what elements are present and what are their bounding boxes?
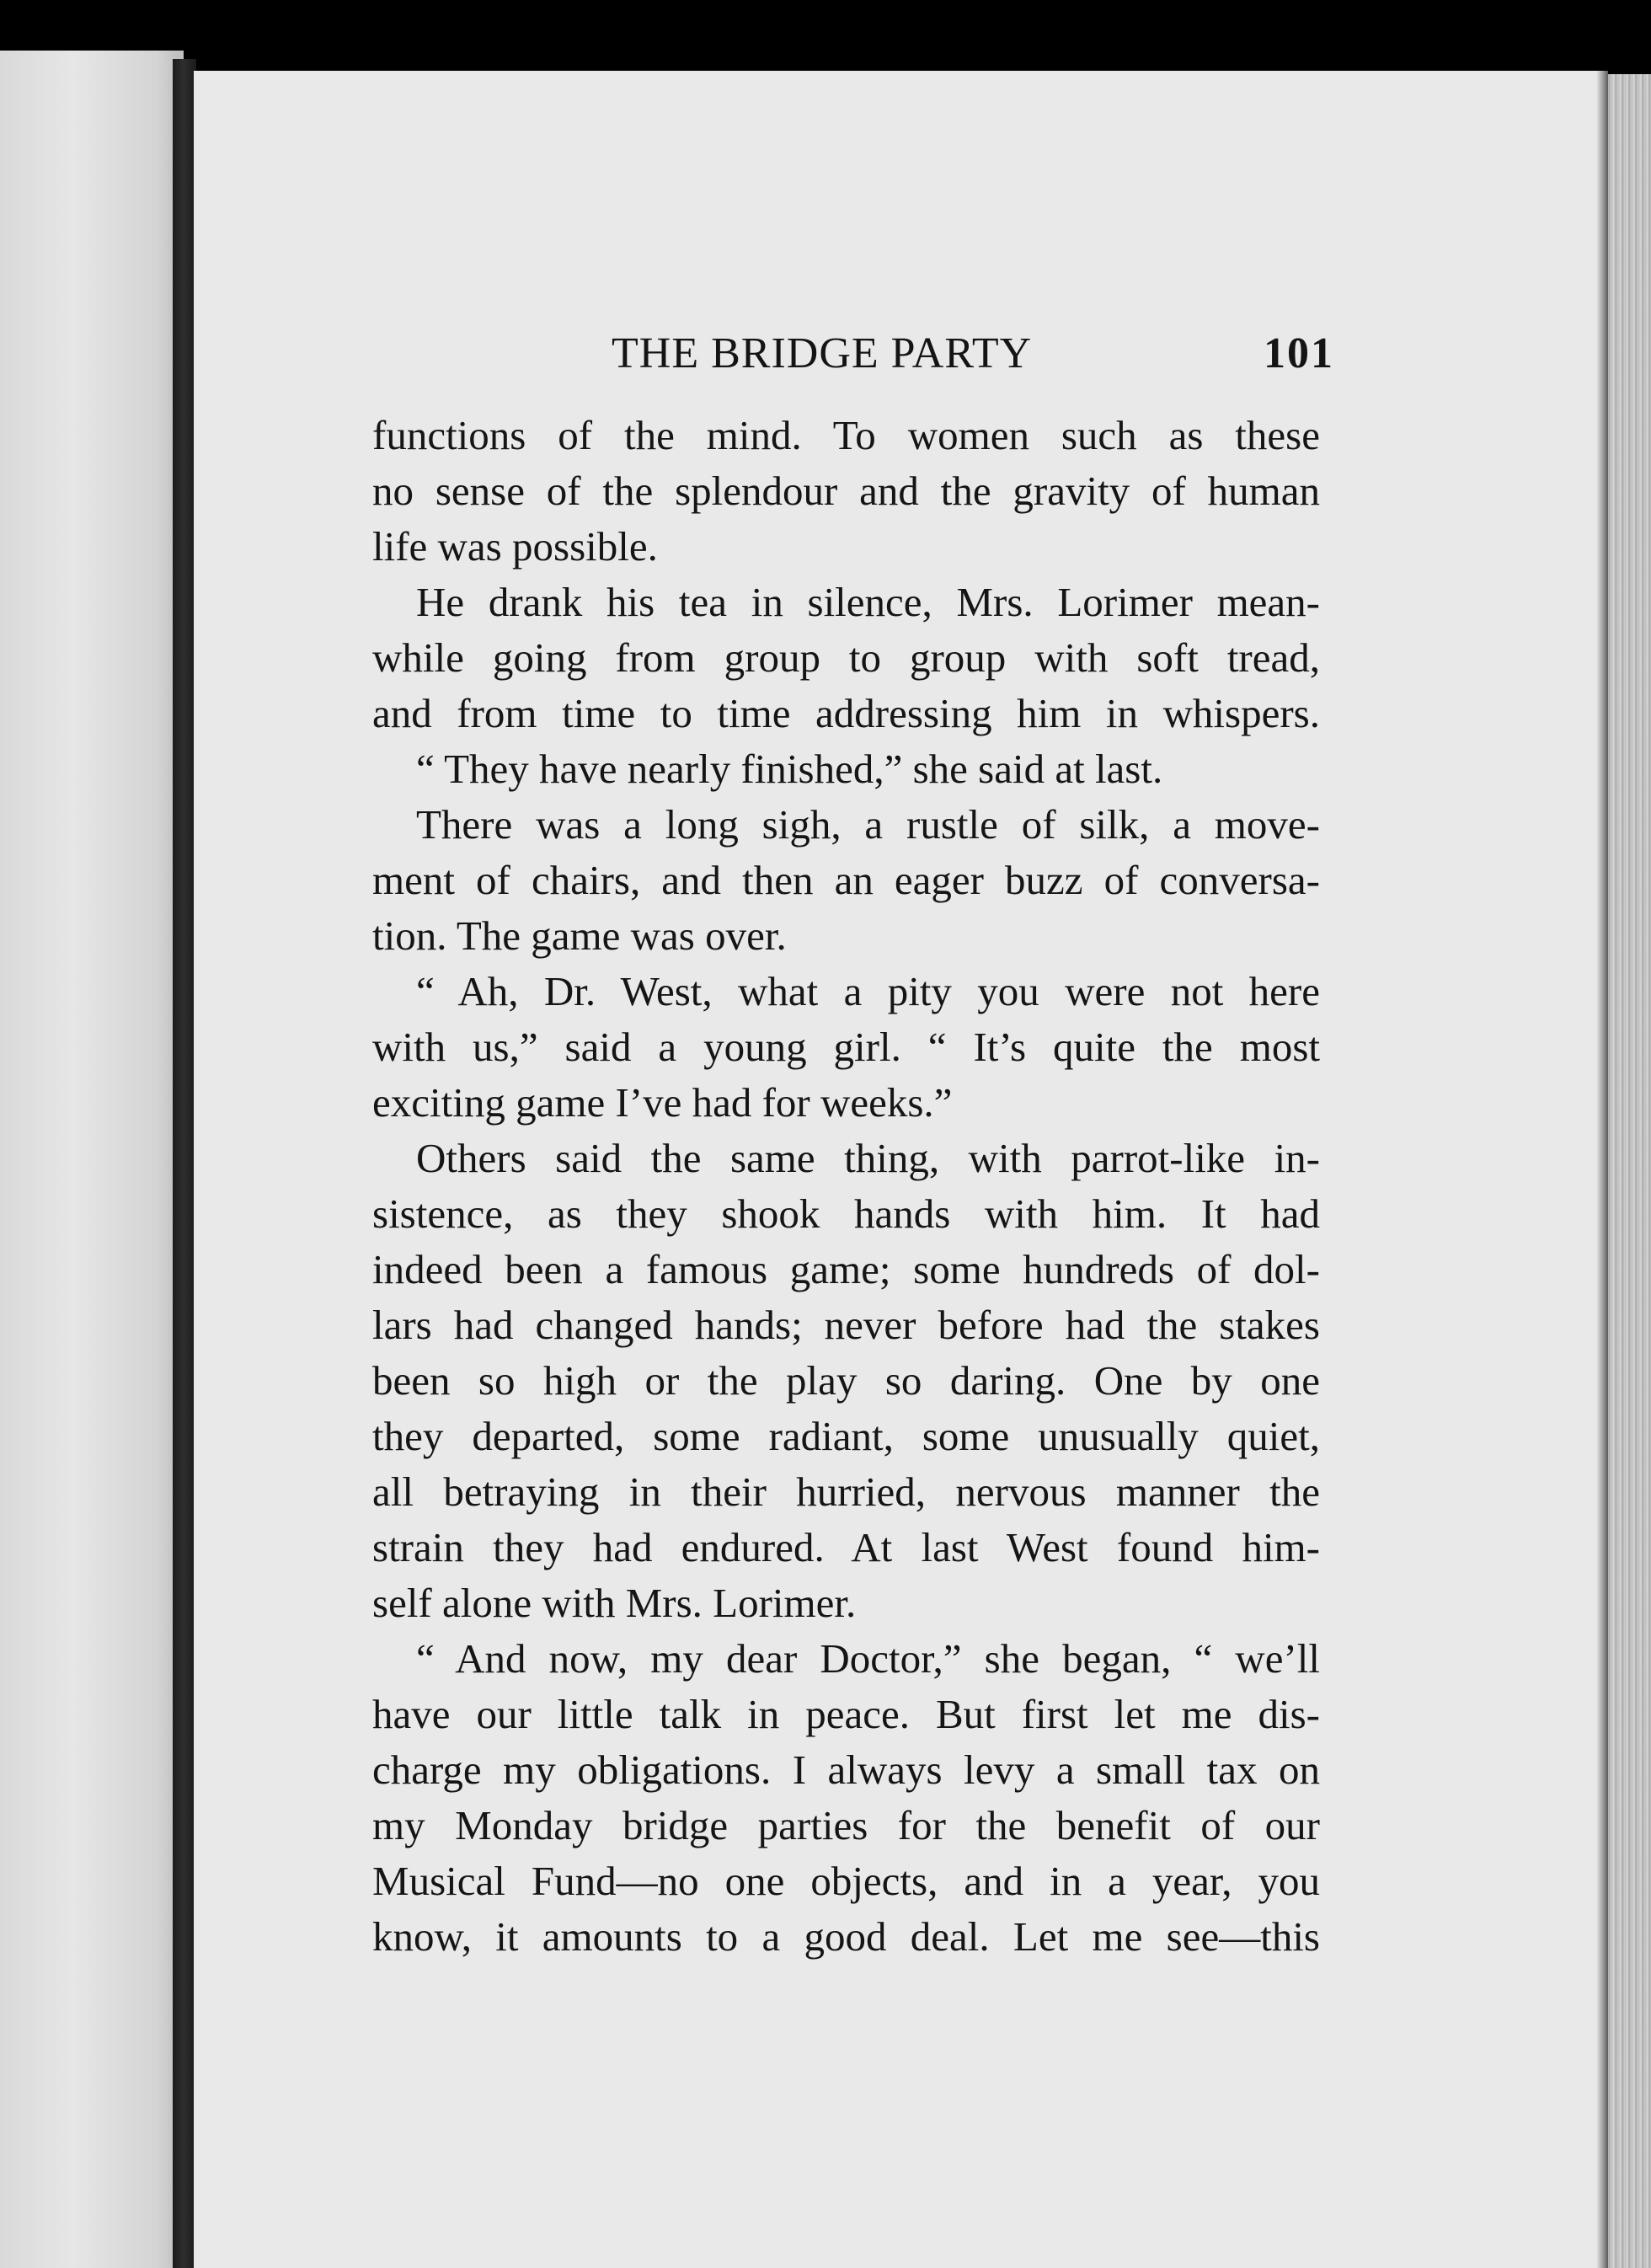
text-line: lars had changed hands; never before had the stakes (372, 1302, 1320, 1348)
text-line: no sense of the splendour and the gravity of human (372, 468, 1320, 514)
text-line: all betraying in their hurried, nervous manner the (372, 1468, 1320, 1515)
text-line: and from time to time addressing him in whispers. (372, 690, 1320, 736)
text-line: strain they had endured. At last West found him- (372, 1524, 1320, 1570)
text-line: with us,” said a young girl. “ It’s quite the most (372, 1024, 1320, 1070)
text-line: been so high or the play so daring. One by one (372, 1357, 1320, 1404)
page-number: 101 (1264, 329, 1334, 377)
text-line: charge my obligations. I always levy a small tax on (372, 1746, 1320, 1793)
text-line: life was possible. (372, 523, 658, 570)
running-head (194, 329, 1605, 388)
running-title: THE BRIDGE PARTY (612, 329, 1033, 377)
text-line: “ And now, my dear Doctor,” she began, “ we’ll (416, 1635, 1320, 1682)
text-line: exciting game I’ve had for weeks.” (372, 1079, 953, 1126)
page-leaf-edges (1605, 74, 1651, 2268)
text-line: self alone with Mrs. Lorimer. (372, 1580, 857, 1626)
text-line: “ They have nearly finished,” she said at last. (416, 746, 1163, 792)
text-line: have our little talk in peace. But first let me dis- (372, 1691, 1320, 1737)
text-line: while going from group to group with soft tread, (372, 634, 1320, 681)
text-line: functions of the mind. To women such as these (372, 412, 1320, 458)
text-line: indeed been a famous game; some hundreds of dol- (372, 1246, 1320, 1292)
previous-page-edge (0, 51, 184, 2268)
book-gutter (173, 59, 196, 2268)
text-line: ment of chairs, and then an eager buzz of conversa- (372, 857, 1320, 903)
text-line: they departed, some radiant, some unusually quiet, (372, 1413, 1320, 1459)
text-line: my Monday bridge parties for the benefit of our (372, 1802, 1320, 1848)
text-line: know, it amounts to a good deal. Let me see—this (372, 1913, 1320, 1960)
page-edge-shadow (1596, 71, 1608, 2268)
book-page (194, 71, 1605, 2268)
text-line: “ Ah, Dr. West, what a pity you were not here (416, 968, 1320, 1014)
body-text (372, 408, 1320, 1965)
text-line: sistence, as they shook hands with him. It had (372, 1190, 1320, 1237)
text-line: There was a long sigh, a rustle of silk, a move- (416, 801, 1320, 848)
text-line: He drank his tea in silence, Mrs. Lorimer mean- (416, 579, 1320, 625)
text-line: tion. The game was over. (372, 912, 787, 959)
text-line: Musical Fund—no one objects, and in a year, you (372, 1858, 1320, 1904)
text-line: Others said the same thing, with parrot-like in- (416, 1135, 1320, 1181)
